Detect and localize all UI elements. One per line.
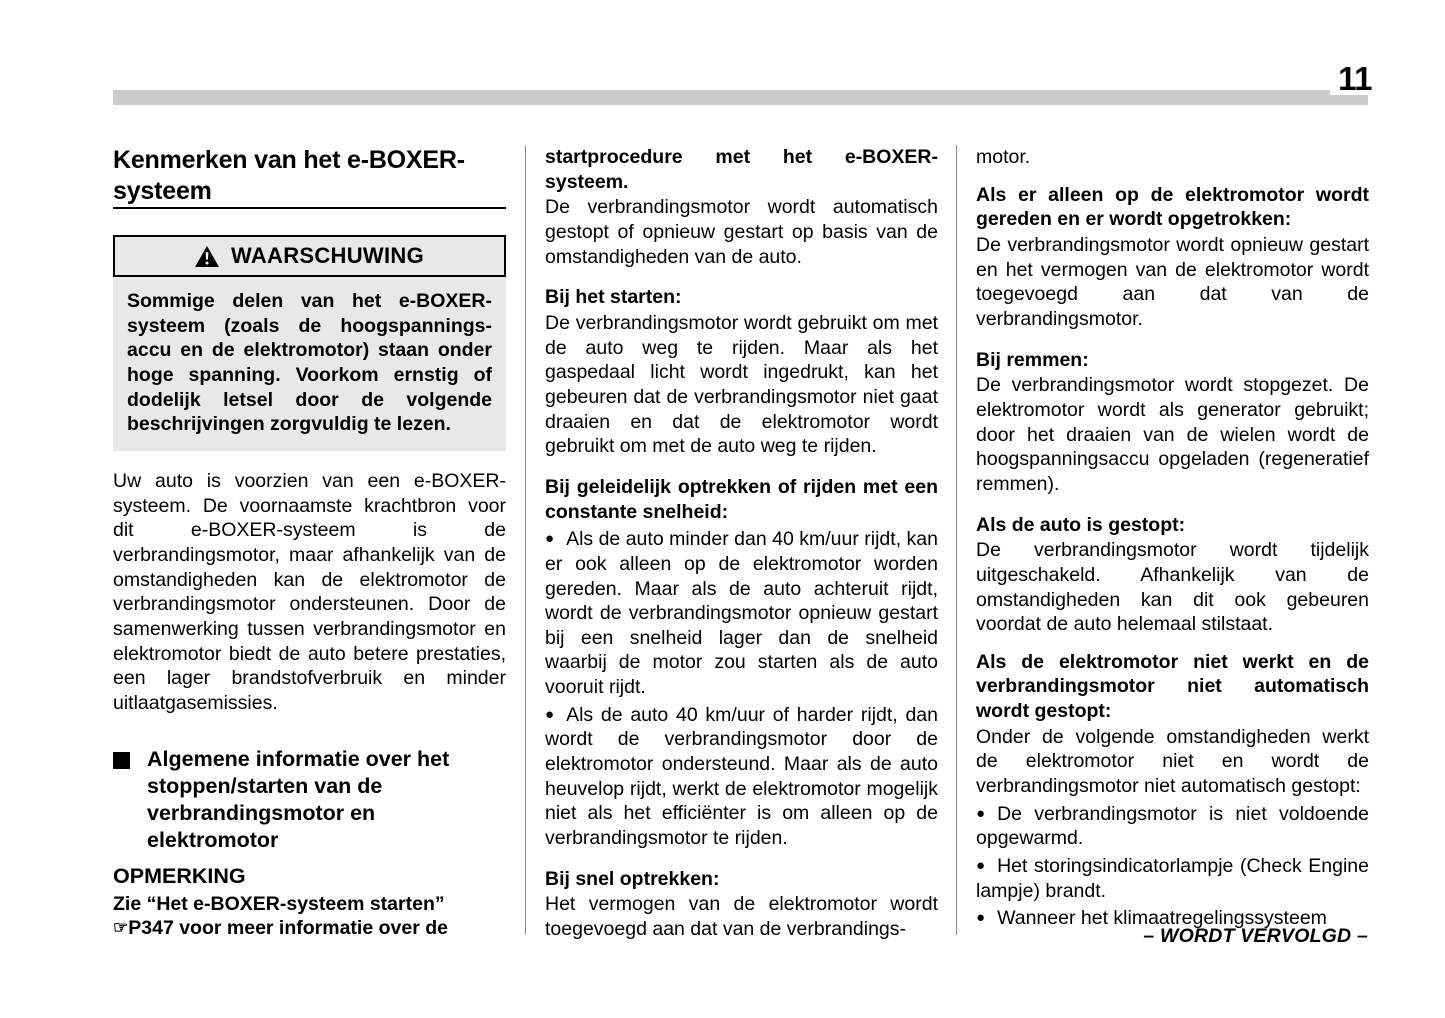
warning-body: Sommige delen van het e-BOXER-systeem (zoals de hoogspannings-accu en de elektromotor) staan onder hoge spanning. Voorkom ernstig of dodelijk letsel door de volgende beschrijvingen zorgvuldig te lezen.: [113, 277, 506, 451]
list-item-text: Als de auto 40 km/uur of harder rijdt, dan wordt de verbrandingsmotor door de elektromotor ondersteund. Maar als de auto heuvelop rijdt, werkt de elektromotor mogelijk niet als het efficiënter is om alleen op de verbrandingsmotor te rijden.: [545, 703, 938, 850]
header-rule: [113, 90, 1368, 105]
intro-paragraph: Uw auto is voorzien van een e-BOXER-systeem. De voornaamste krachtbron voor dit e-BOXER-systeem is de verbrandingsmotor, maar afhankelijk van de omstandigheden kan de elektromotor de verbrandingsmotor ondersteunen. Door de samenwerking tussen verbrandingsmotor en elektromotor biedt de auto betere prestaties, een lager brandstofverbruik en minder uitlaatgasemissies.: [113, 469, 506, 714]
continued-heading: startprocedure met het e-BOXER-systeem.: [545, 146, 938, 193]
warning-box: [113, 235, 506, 451]
footer-continued-note: – WORDT VERVOLGD –: [1143, 925, 1368, 947]
sub-text-snel-optrekken: Het vermogen van de elektromotor wordt toegevoegd aan dat van de verbrandings-: [545, 893, 938, 941]
bullet-dot-icon: ●: [976, 857, 986, 875]
sub-text-elektromotor-niet-werkt: Onder de volgende omstandigheden werkt de elektromotor niet en wordt de verbrandingsmotor niet automatisch gestopt:: [976, 725, 1369, 798]
page-title: Kenmerken van het e-BOXER-systeem: [113, 145, 506, 209]
note-heading: OPMERKING: [113, 863, 246, 888]
bullet-dot-icon: ●: [545, 705, 555, 723]
list-item-text: Het storingsindicatorlampje (Check Engine lampje) brandt.: [976, 855, 1369, 902]
list-item: [545, 527, 938, 700]
section-heading-label: Algemene informatie over het stoppen/starten van de verbrandingsmotor en elektromotor: [147, 746, 450, 852]
list-item-text: Wanneer het klimaatregelingssysteem: [997, 907, 1327, 930]
pointing-hand-icon: ☞: [113, 918, 129, 938]
bullet-dot-icon: ●: [545, 530, 555, 548]
sub-heading-snel-optrekken: Bij snel optrekken:: [545, 867, 720, 890]
column-1: [113, 145, 506, 941]
note-reference: [113, 892, 506, 941]
sub-heading-bij-het-starten: Bij het starten:: [545, 286, 682, 309]
page-number: 11: [1330, 62, 1372, 95]
square-bullet-icon: [113, 752, 130, 769]
sub-heading-elektromotor-niet-werkt: Als de elektromotor niet werkt en de verbrandingsmotor niet automatisch wordt gestopt:: [976, 650, 1369, 723]
sub-heading-geleidelijk-optrekken: Bij geleidelijk optrekken of rijden met een constante snelheid:: [545, 475, 938, 523]
note-reference-line2: P347 voor meer informatie over de: [128, 917, 448, 940]
page-columns: [113, 145, 1368, 945]
note-reference-line1: Zie “Het e-BOXER-systeem starten”: [113, 892, 445, 915]
sub-text-auto-gestopt: De verbrandingsmotor wordt tijdelijk uitgeschakeld. Afhankelijk van de omstandigheden kan dit ook gebeuren voordat de auto helemaal stilstaat.: [976, 539, 1369, 636]
bullet-dot-icon: ●: [976, 804, 986, 822]
section-heading: [113, 746, 506, 854]
bullet-dot-icon: ●: [976, 909, 986, 927]
list-item: [976, 854, 1369, 903]
sub-text-alleen-elektromotor: De verbrandingsmotor wordt opnieuw gestart en het vermogen van de elektromotor wordt toegevoegd aan dat van de verbrandingsmotor.: [976, 233, 1369, 330]
list-item-text: De verbrandingsmotor is niet voldoende opgewarmd.: [976, 802, 1369, 850]
column-3: [976, 145, 1369, 931]
column-divider-2: [956, 145, 957, 935]
page-header: [113, 60, 1372, 106]
column-divider-1: [525, 145, 526, 935]
sub-text-bij-remmen: De verbrandingsmotor wordt stopgezet. De elektromotor wordt als generator gebruikt; door het draaien van de wielen wordt de hoogspanningsaccu opgeladen (regeneratief remmen).: [976, 374, 1369, 495]
continued-word: motor.: [976, 146, 1031, 168]
warning-title: WAARSCHUWING: [230, 243, 425, 268]
warning-header: [113, 235, 506, 277]
list-item-text: Als de auto minder dan 40 km/uur rijdt, kan er ook alleen op de elektromotor worden gereden. Maar als de auto achteruit rijdt, wordt de verbrandingsmotor opnieuw gestart bij een snelheid lager dan de snelheid waarbij de motor zou starten als de auto vooruit rijdt.: [545, 528, 938, 699]
sub-heading-alleen-elektromotor: Als er alleen op de elektromotor wordt gereden en er wordt opgetrokken:: [976, 183, 1369, 231]
sub-heading-auto-gestopt: Als de auto is gestopt:: [976, 513, 1186, 536]
continued-paragraph: De verbrandingsmotor wordt automatisch gestopt of opnieuw gestart op basis van de omstandigheden van de auto.: [545, 196, 938, 268]
column-2: [545, 145, 938, 942]
list-item: [976, 802, 1369, 851]
warning-triangle-icon: [195, 246, 219, 267]
sub-text-bij-het-starten: De verbrandingsmotor wordt gebruikt om met de auto weg te rijden. Maar als het gaspedaal licht wordt ingedrukt, kan het gebeuren dat de verbrandingsmotor niet gaat draaien en dat de elektromotor wordt gebruikt om met de auto weg te rijden.: [545, 311, 938, 458]
list-item: [545, 703, 938, 851]
sub-heading-bij-remmen: Bij remmen:: [976, 348, 1089, 371]
